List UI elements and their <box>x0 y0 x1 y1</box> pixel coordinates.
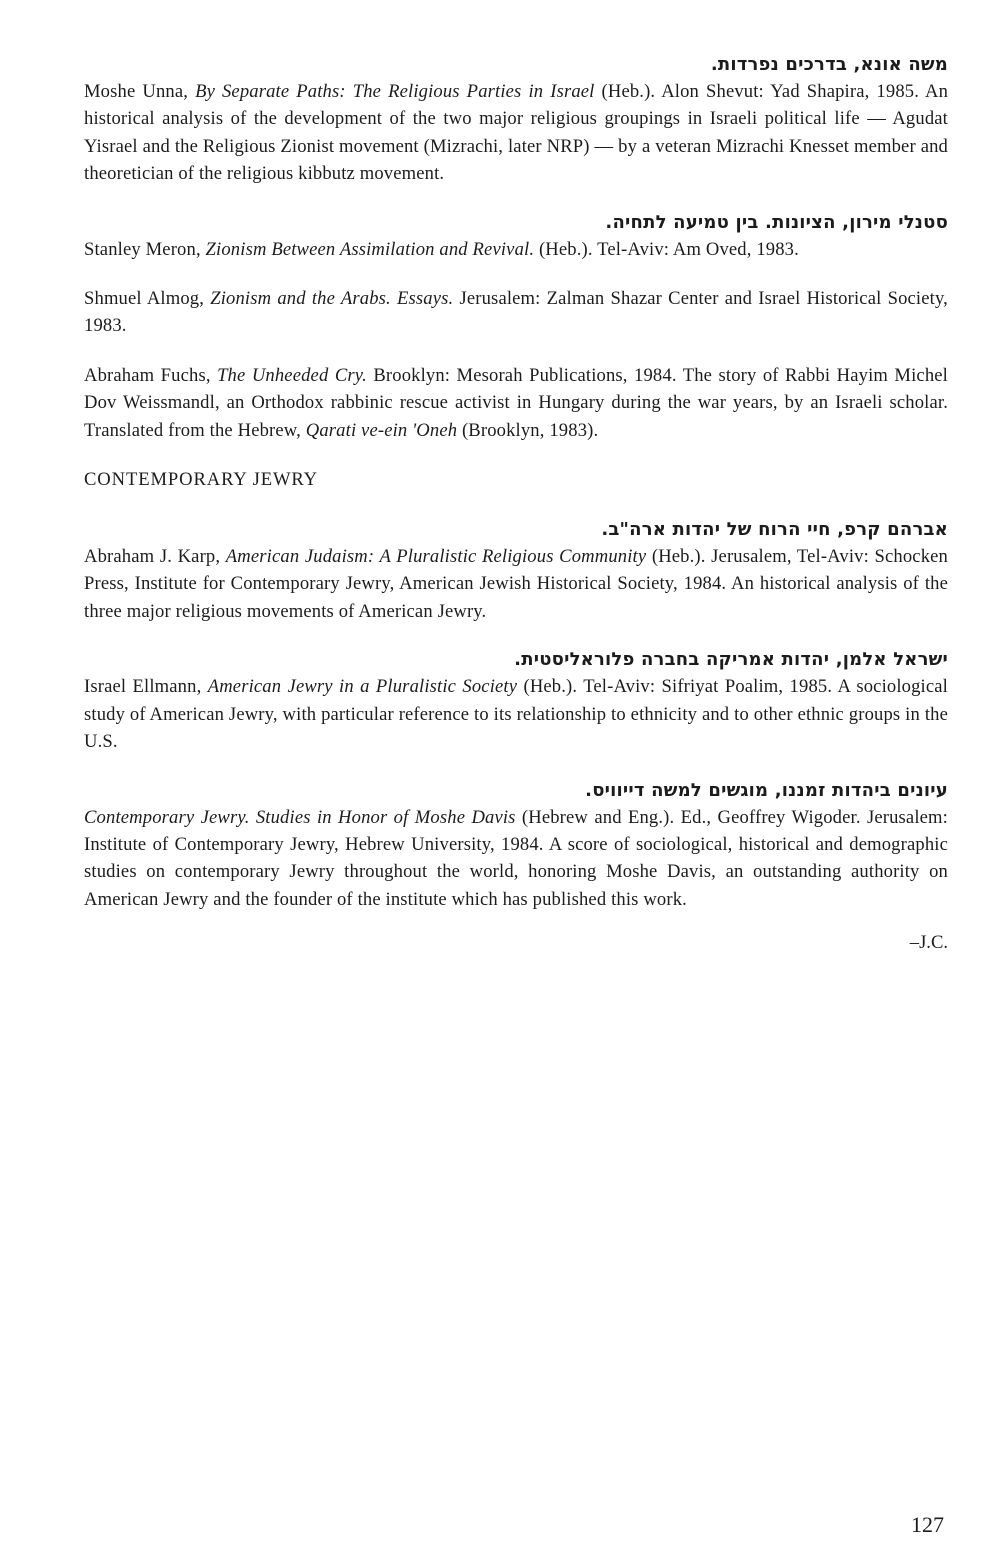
entry-title: American Jewry in a Pluralistic Society <box>207 676 518 698</box>
hebrew-title: ישראל אלמן, יהדות אמריקה בחברה פלוראליסטית. <box>514 649 948 671</box>
bibliography-entry <box>84 362 948 444</box>
entry-author: Abraham J. Karp, <box>84 546 226 568</box>
section-heading: CONTEMPORARY JEWRY <box>84 469 319 491</box>
entry-author: Abraham Fuchs, <box>84 364 218 386</box>
entry-original-title: Qarati ve-ein 'Oneh <box>305 419 458 441</box>
entry-text <box>84 804 948 914</box>
entry-details: (Heb.). Tel-Aviv: Am Oved, 1983. <box>534 238 799 260</box>
entry-details: (Heb.). Tel-Aviv: Sifriyat Poalim, 1985. A sociological study of American Jewry, with particular reference to its relationship to ethnicity and to other ethnic groups in the U.S. <box>84 676 948 753</box>
hebrew-title: משה אונא, בדרכים נפרדות. <box>710 54 948 75</box>
entry-author: Stanley Meron, <box>84 238 206 260</box>
entry-title: By Separate Paths: The Religious Parties in Israel <box>195 81 595 102</box>
entry-author: Moshe Unna, <box>84 81 196 102</box>
author-signature: –J.C. <box>909 932 948 954</box>
hebrew-title: אברהם קרפ, חיי הרוח של יהדות ארה"ב. <box>601 519 948 541</box>
entry-details: (Hebrew and Eng.). Ed., Geoffrey Wigoder. Jerusalem: Institute of Contemporary Jewry, Hebrew University, 1984. A score of sociological, historical and demographic studies on contemporary Jewry throughout the world, honoring Moshe Davis, an outstanding authority on American Jewry and the founder of the institute which has published this work. <box>84 806 948 910</box>
entry-title: Contemporary Jewry. Studies in Honor of Moshe Davis <box>84 806 516 828</box>
entry-details: (Heb.). Alon Shevut: Yad Shapira, 1985. An historical analysis of the development of the two major religious groupings in Israeli political life — Agudat Yisrael and the Religious Zionist movement (Mizrachi, later NRP) — by a veteran Mizrachi Knesset member and theoretician of the religious kibbutz movement. <box>84 81 949 185</box>
bibliography-entry <box>84 778 948 914</box>
entry-author: Israel Ellmann, <box>84 676 208 698</box>
bibliography-entry <box>84 285 948 340</box>
bibliography-entry <box>84 210 948 263</box>
entry-text <box>84 362 948 444</box>
page-number: 127 <box>911 1512 944 1537</box>
hebrew-title: סטנלי מירון, הציונות. בין טמיעה לתחיה. <box>605 211 948 233</box>
entry-text <box>84 285 948 340</box>
entry-title: Zionism Between Assimilation and Revival. <box>205 238 535 260</box>
entry-text <box>84 236 948 263</box>
entry-details: Jerusalem: Zalman Shazar Center and Israel Historical Society, 1983. <box>84 288 948 337</box>
bibliography-entry <box>84 52 948 188</box>
entry-title: The Unheeded Cry. <box>217 364 367 386</box>
hebrew-title: עיונים ביהדות זמננו, מוגשים למשה דייוויס. <box>585 779 948 801</box>
entry-text <box>84 543 948 625</box>
entry-text <box>84 673 948 755</box>
entry-text <box>84 78 948 188</box>
bibliography-entry <box>84 517 948 625</box>
entry-details: Brooklyn: Mesorah Publications, 1984. The story of Rabbi Hayim Michel Dov Weissmandl, an Orthodox rabbinic rescue activist in Hungary during the war years, by an Israeli scholar. Translated from the Hebrew, <box>84 364 948 441</box>
entry-title: American Judaism: A Pluralistic Religious Community <box>225 546 647 568</box>
entry-author: Shmuel Almog, <box>84 288 211 310</box>
entry-title: Zionism and the Arabs. Essays. <box>210 288 454 310</box>
entry-details: (Heb.). Jerusalem, Tel-Aviv: Schocken Press, Institute for Contemporary Jewry, American Jewish Historical Society, 1984. An historical analysis of the three major religious movements of American Jewry. <box>84 546 948 622</box>
entry-details-end: (Brooklyn, 1983). <box>457 419 599 441</box>
bibliography-entry <box>84 647 948 755</box>
page-body <box>84 52 948 956</box>
